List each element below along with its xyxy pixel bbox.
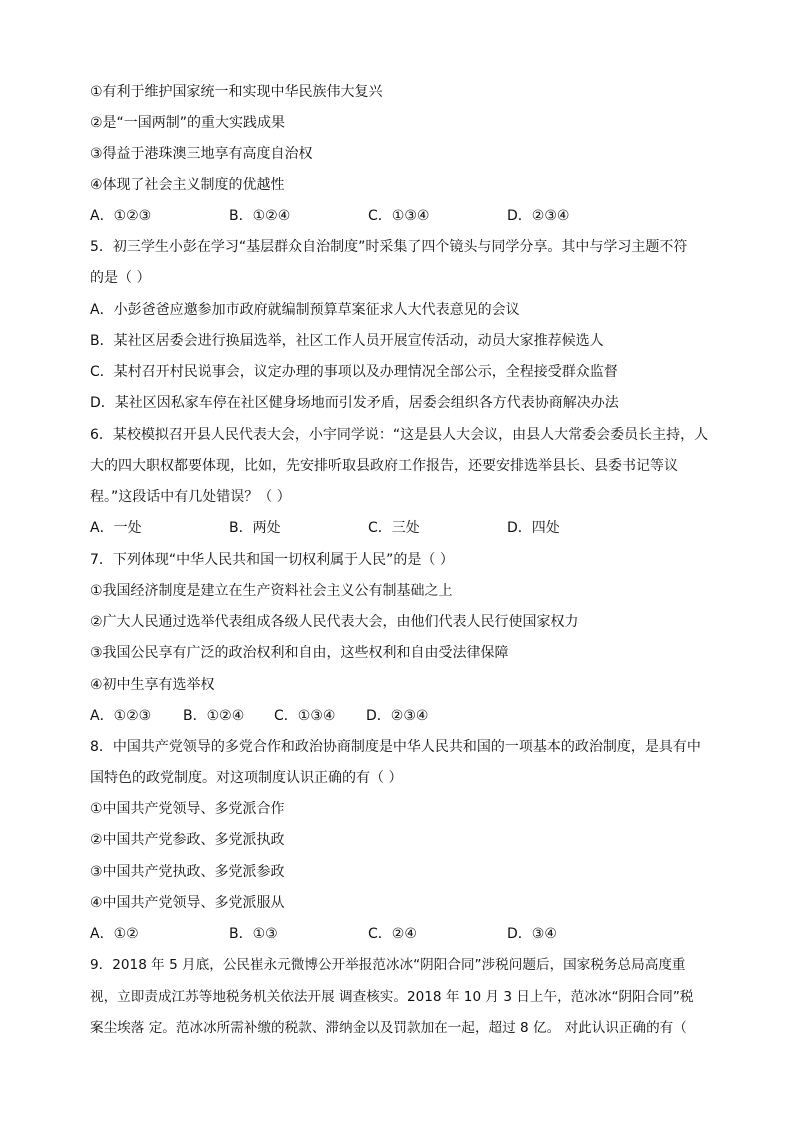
q8-item-1: ①中国共产党领导、多党派合作 bbox=[90, 801, 285, 817]
q4-item-3: ③得益于港珠澳三地享有高度自治权 bbox=[90, 146, 313, 162]
q8-item-3: ③中国共产党执政、多党派参政 bbox=[90, 864, 285, 880]
q8-item-4: ④中国共产党领导、多党派服从 bbox=[90, 895, 285, 911]
q6-option-d[interactable]: D．四处 bbox=[507, 520, 560, 536]
q4-option-a[interactable]: A．①②③ bbox=[90, 208, 152, 224]
q5-stem-line-1: 5．初三学生小彭在学习“基层群众自治制度”时采集了四个镜头与同学分享。其中与学习主题不符 bbox=[90, 239, 688, 255]
q6-option-b[interactable]: B．两处 bbox=[229, 520, 281, 536]
q5-stem-line-2: 的是（ ） bbox=[90, 270, 151, 286]
q6-stem-line-1: 6．某校模拟召开县人民代表大会，小宇同学说：“这是县人大会议，由县人大常委会委员长主持，人 bbox=[90, 427, 709, 443]
q5-option-d[interactable]: D．某社区因私家车停在社区健身场地而引发矛盾，居委会组织各方代表协商解决办法 bbox=[90, 395, 619, 411]
q8-item-2: ②中国共产党参政、多党派执政 bbox=[90, 832, 285, 848]
q5-option-a[interactable]: A．小彭爸爸应邀参加市政府就编制预算草案征求人大代表意见的会议 bbox=[90, 302, 520, 318]
q4-item-4: ④体现了社会主义制度的优越性 bbox=[90, 177, 285, 193]
q8-option-b[interactable]: B．①③ bbox=[229, 926, 278, 942]
q7-item-2: ②广大人民通过选举代表组成各级人民代表大会，由他们代表人民行使国家权力 bbox=[90, 614, 579, 630]
q7-option-b[interactable]: B．①②④ bbox=[183, 708, 245, 724]
q8-option-c[interactable]: C．②④ bbox=[368, 926, 417, 942]
q5-option-c[interactable]: C．某村召开村民说事会，议定办理的事项以及办理情况全部公示，全程接受群众监督 bbox=[90, 364, 618, 380]
q6-option-c[interactable]: C．三处 bbox=[368, 520, 420, 536]
q7-item-4: ④初中生享有选举权 bbox=[90, 677, 215, 693]
q7-option-a[interactable]: A．①②③ bbox=[90, 708, 152, 724]
q7-item-1: ①我国经济制度是建立在生产资料社会主义公有制基础之上 bbox=[90, 583, 453, 599]
q9-stem-line-1: 9．2018 年 5 月底，公民崔永元微博公开举报范冰冰“阴阳合同”涉税问题后，国家税务总局高度重 bbox=[90, 957, 686, 973]
q7-option-d[interactable]: D．②③④ bbox=[366, 708, 429, 724]
q6-stem-line-3: 程。”这段话中有几处错误？（ ） bbox=[90, 489, 291, 505]
q4-item-1: ①有利于维护国家统一和实现中华民族伟大复兴 bbox=[90, 84, 383, 100]
q9-stem-line-3: 案尘埃落 定。范冰冰所需补缴的税款、滞纳金以及罚款加在一起，超过 8 亿。 对此认识正确的有（ bbox=[90, 1020, 687, 1036]
q7-stem: 7．下列体现“中华人民共和国一切权利属于人民”的是（ ） bbox=[90, 552, 454, 568]
q6-option-a[interactable]: A．一处 bbox=[90, 520, 142, 536]
q9-stem-line-2: 视，立即责成江苏等地税务机关依法开展 调查核实。2018 年 10 月 3 日上午，范冰冰“阴阳合同”税 bbox=[90, 989, 694, 1005]
q4-item-2: ②是“一国两制”的重大实践成果 bbox=[90, 115, 286, 131]
q8-stem-line-2: 国特色的政党制度。对这项制度认识正确的有（ ） bbox=[90, 770, 403, 786]
q8-stem-line-1: 8．中国共产党领导的多党合作和政治协商制度是中华人民共和国的一项基本的政治制度，是具有中 bbox=[90, 739, 701, 755]
q4-option-c[interactable]: C．①③④ bbox=[368, 208, 430, 224]
q8-option-d[interactable]: D．③④ bbox=[507, 926, 557, 942]
q6-stem-line-2: 大的四大职权都要体现，比如，先安排听取县政府工作报告，还要安排选举县长、县委书记等议 bbox=[90, 458, 678, 474]
q4-option-b[interactable]: B．①②④ bbox=[229, 208, 291, 224]
q7-item-3: ③我国公民享有广泛的政治权利和自由，这些权利和自由受法律保障 bbox=[90, 645, 509, 661]
q4-option-d[interactable]: D．②③④ bbox=[507, 208, 570, 224]
q7-option-c[interactable]: C．①③④ bbox=[274, 708, 336, 724]
q5-option-b[interactable]: B．某社区居委会进行换届选举，社区工作人员开展宣传活动，动员大家推荐候选人 bbox=[90, 333, 604, 349]
q8-option-a[interactable]: A．①② bbox=[90, 926, 139, 942]
